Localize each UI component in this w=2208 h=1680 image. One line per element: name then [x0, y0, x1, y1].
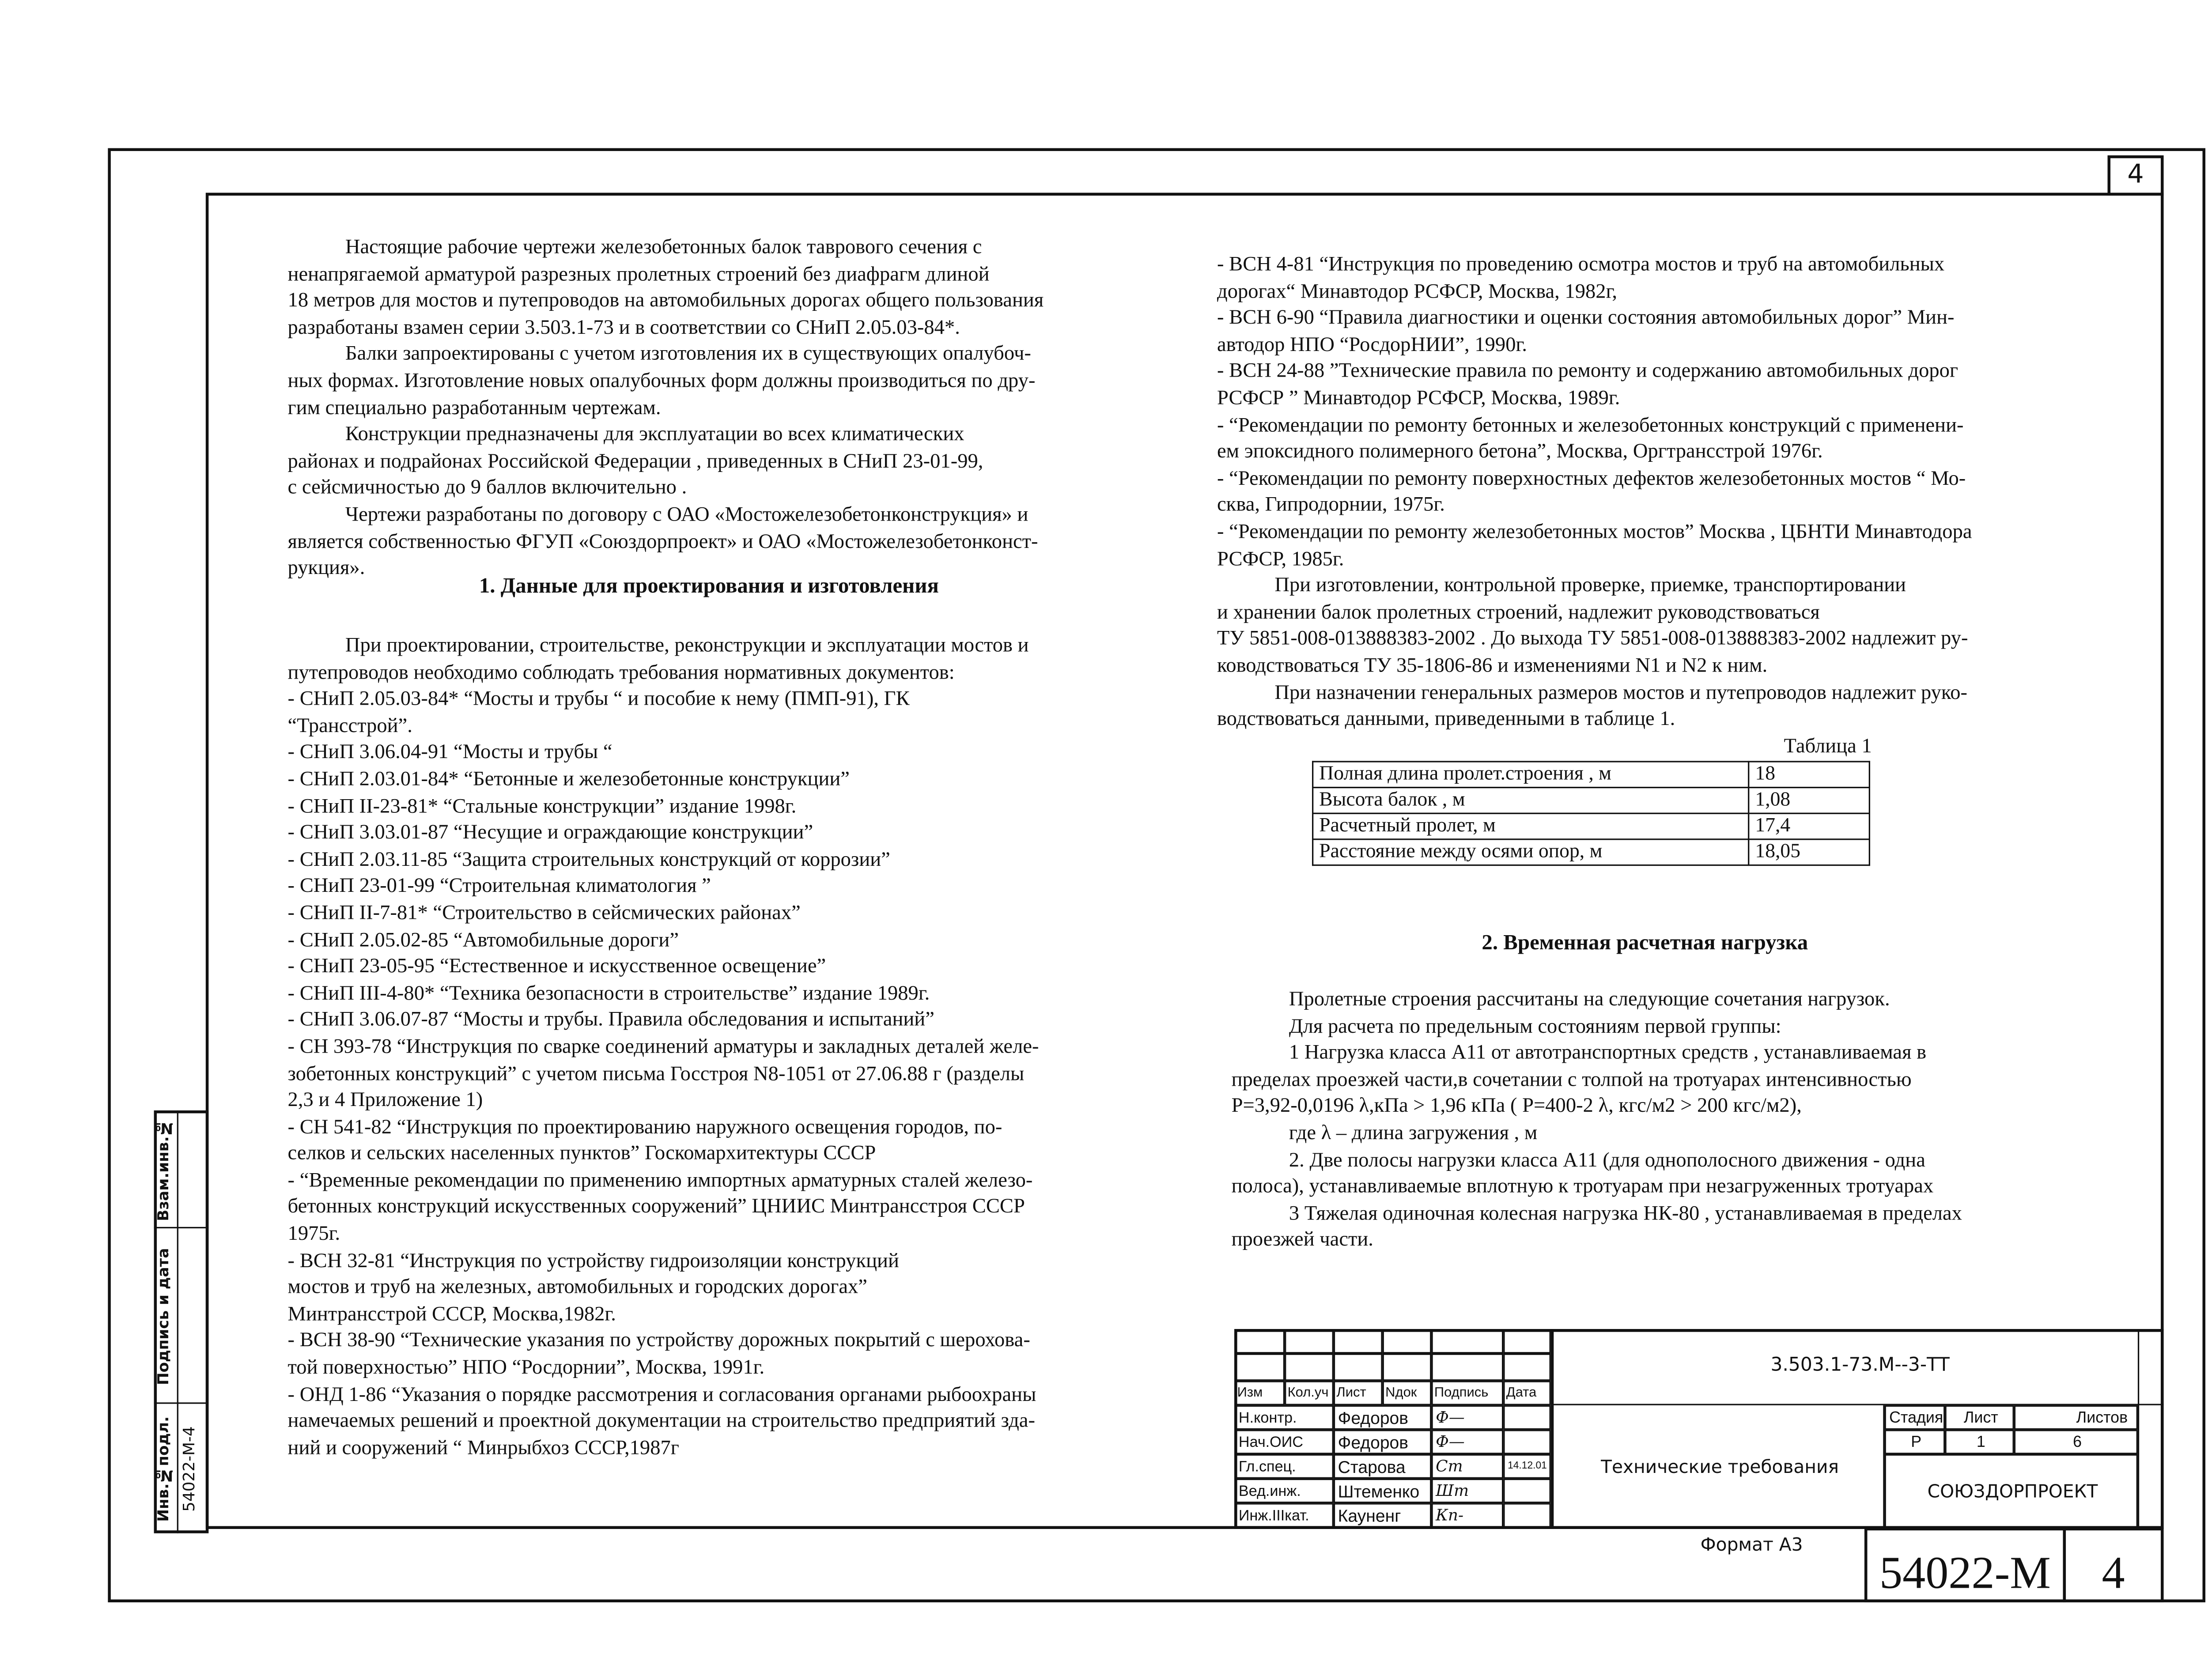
organization: СОЮЗДОРПРОЕКТ [1927, 1480, 2098, 1502]
normative-documents-list [288, 633, 1039, 1462]
text-line: намечаемых решений и проектной документации на строительство предприятий зда- [287, 1410, 1035, 1433]
revision-cell [1234, 1353, 1285, 1381]
revision-header: Кол.уч [1285, 1381, 1334, 1405]
signature: Кп- [1431, 1503, 1503, 1527]
text-line: РСФСР ” Минавтодор РСФСР, Москва, 1989г. [1217, 387, 1620, 410]
date-cell [1503, 1430, 1551, 1454]
text-line: мостов и труб на железных, автомобильных и городских дорогах” [287, 1276, 867, 1299]
top-sheet-number-box [2108, 155, 2164, 196]
text-line: 3 Тяжелая одиночная колесная нагрузка НК-80 , устанавливаемая в пределах [1289, 1202, 1962, 1225]
text-line: - ВСН 38-90 “Технические указания по устройству дорожных покрытий с шерохова- [287, 1329, 1030, 1353]
date-cell [1503, 1479, 1551, 1503]
inv-orig-value: 54022-М-4 [180, 1426, 199, 1511]
revision-header: Подпись [1431, 1381, 1503, 1405]
text-line: - СНиП II-7-81* “Строительство в сейсмических районах” [287, 902, 801, 925]
text-line: При проектировании, строительстве, реконструкции и эксплуатации мостов и [345, 634, 1029, 657]
revision-header: Nдок [1383, 1381, 1432, 1405]
text-line: ний и сооружений “ Минрыбхоз СССР,1987г [287, 1436, 679, 1460]
revision-cell [1383, 1353, 1432, 1381]
text-line: РСФСР, 1985г. [1217, 547, 1344, 570]
doc-title: Технические требования [1601, 1455, 1839, 1477]
date-cell [1503, 1405, 1551, 1430]
top-sheet-number: 4 [2127, 159, 2144, 190]
text-line: - “Временные рекомендации по применению импортных арматурных сталей железо- [287, 1169, 1033, 1193]
text-line: водствоваться данными, приведенными в таблице 1. [1217, 708, 1675, 731]
person-name: Федоров [1334, 1430, 1432, 1454]
text-line: P=3,92-0,0196 λ,кПа > 1,96 кПа ( P=400-2 λ, кгс/м2 > 200 кгс/м2), [1231, 1095, 1802, 1118]
intro-text [288, 234, 1044, 582]
text-line: полоса), устанавливаемые вплотную к тротуарам при незагруженных тротуарах [1231, 1175, 1934, 1199]
text-line: - ОНД 1-86 “Указания о порядке рассмотрения и согласования органами рыбоохраны [287, 1383, 1036, 1406]
drawing-code: 3.503.1-73.М--3-ТТ [1770, 1355, 1950, 1377]
signature: Ф— [1431, 1405, 1503, 1430]
signature: Шт [1431, 1479, 1503, 1503]
signature: Ф— [1431, 1430, 1503, 1454]
inventory-number: 54022-М [1879, 1546, 2051, 1598]
doc-title-cell [1551, 1405, 1885, 1529]
text-line: селков и сельских населенных пунктов” Госкомархитектуры СССР [287, 1142, 876, 1166]
text-line: ководствоваться ТУ 35-1806-86 и изменениями N1 и N2 к ним. [1217, 654, 1768, 678]
text-line: - ВСН 4-81 “Инструкция по проведению осмотра мостов и труб на автомобильных [1217, 253, 1945, 276]
replace-inv-label: Взам.инв.№ [155, 1119, 173, 1221]
text-line: - СНиП 23-01-99 “Строительная климатология ” [287, 875, 711, 898]
role-label: Вед.инж. [1234, 1479, 1334, 1503]
revision-cell [1234, 1329, 1285, 1353]
code-cell [1551, 1329, 2164, 1405]
text-line: разработаны взамен серии 3.503.1-73 и в соответствии со СНиП 2.05.03-84*. [287, 316, 960, 340]
text-line: гим специально разработанным чертежам. [287, 396, 661, 419]
page-box [2063, 1528, 2164, 1602]
revision-cell [1431, 1353, 1503, 1381]
table-1-caption: Таблица 1 [1784, 735, 1872, 758]
date-cell: 14.12.01 [1503, 1454, 1551, 1479]
inv-orig-label: Инв.№подл. [155, 1416, 173, 1521]
stage-value: Р [1885, 1430, 1945, 1454]
text-line: ных формах. Изготовление новых опалубочных форм должны производиться по дру- [287, 370, 1036, 393]
text-line: 1975г. [287, 1223, 340, 1246]
text-line: Чертежи разработаны по договору с ОАО «Мостожелезобетонконструкция» и [345, 503, 1028, 527]
section-2-heading: 2. Временная расчетная нагрузка [1482, 932, 1808, 955]
person-name: Штеменко [1334, 1479, 1432, 1503]
text-line: - СНиП 23-05-95 “Естественное и искусственное освещение” [287, 955, 826, 978]
revision-header: Дата [1503, 1381, 1551, 1405]
table-cell-label: Расчетный пролет, м [1313, 813, 1749, 839]
text-line: автодор НПО “РосдорНИИ”, 1990г. [1217, 333, 1527, 357]
text-line: и хранении балок пролетных строений, надлежит руководствоваться [1217, 600, 1820, 624]
role-label: Инж.IIIкат. [1234, 1503, 1334, 1527]
text-line: Пролетные строения рассчитаны на следующие сочетания нагрузок. [1289, 988, 1890, 1012]
revision-cell [1285, 1329, 1334, 1353]
text-line: рукция». [287, 557, 365, 580]
table-cell-label: Полная длина пролет.строения , м [1313, 762, 1749, 788]
text-line: Для расчета по предельным состояниям первой группы: [1289, 1015, 1781, 1038]
text-line: 2,3 и 4 Приложение 1) [287, 1089, 483, 1112]
text-line: 1 Нагрузка класса А11 от автотранспортных средств , устанавливаемая в [1289, 1042, 1927, 1065]
sign-date-label: Подпись и дата [155, 1247, 173, 1385]
stage-label: Стадия [1885, 1405, 1945, 1430]
text-line: - СНиП 2.05.02-85 “Автомобильные дороги” [287, 928, 679, 952]
text-line: путепроводов необходимо соблюдать требования нормативных документов: [287, 661, 955, 684]
table-1 [1312, 761, 1870, 866]
role-label: Гл.спец. [1234, 1454, 1334, 1479]
right-edge-line [2138, 1329, 2139, 1529]
text-line: бетонных конструкций искусственных сооружений” ЦНИИС Минтрансстроя СССР [287, 1196, 1025, 1219]
revision-cell [1285, 1353, 1334, 1381]
page-number: 4 [2102, 1546, 2125, 1598]
text-line: ТУ 5851-008-013888383-2002 . До выхода ТУ 5851-008-013888383-2002 надлежит ру- [1217, 627, 1968, 651]
table-row [1313, 788, 1870, 814]
sheet-label: Лист [1945, 1405, 2014, 1430]
text-line: сква, Гипродорнии, 1975г. [1217, 494, 1445, 517]
revision-cell [1383, 1329, 1432, 1353]
text-line: При назначении генеральных размеров мостов и путепроводов надлежит руко- [1274, 681, 1968, 704]
text-line: - ВСН 6-90 “Правила диагностики и оценки состояния автомобильных дорог” Мин- [1217, 306, 1955, 330]
text-line: - “Рекомендации по ремонту железобетонных мостов” Москва , ЦБНТИ Минавтодора [1217, 521, 1972, 544]
text-line: дорогах“ Минавтодор РСФСР, Москва, 1982г, [1217, 279, 1618, 303]
text-line: Минтрансстрой СССР, Москва,1982г. [287, 1302, 616, 1326]
role-label: Нач.ОИС [1234, 1430, 1334, 1454]
revision-cell [1431, 1329, 1503, 1353]
table-cell-value: 18,05 [1749, 839, 1870, 865]
text-line: с сейсмичностью до 9 баллов включительно . [287, 476, 687, 500]
text-line: - СН 393-78 “Инструкция по сварке соединений арматуры и закладных деталей желе- [287, 1035, 1039, 1059]
side-divider-2 [154, 1402, 209, 1404]
text-line: является собственностью ФГУП «Союздорпроект» и ОАО «Мостожелезобетонконст- [287, 530, 1038, 553]
table-row [1313, 839, 1870, 865]
text-line: - СНиП 2.03.11-85 “Защита строительных конструкций от коррозии” [287, 848, 890, 872]
table-cell-label: Расстояние между осями опор, м [1313, 839, 1749, 865]
person-name: Старова [1334, 1454, 1432, 1479]
sheets-value: 6 [2014, 1430, 2138, 1454]
revision-header: Лист [1334, 1381, 1383, 1405]
date-cell [1503, 1503, 1551, 1527]
person-name: Кауненг [1334, 1503, 1432, 1527]
text-line: Конструкции предназначены для эксплуатации во всех климатических [345, 423, 964, 446]
table-row [1313, 813, 1870, 839]
revision-cell [1503, 1353, 1551, 1381]
text-line: “Трансстрой”. [287, 714, 412, 738]
text-line: - “Рекомендации по ремонту поверхностных дефектов железобетонных мостов “ Мо- [1217, 467, 1966, 491]
text-line: - СНиП III-4-80* “Техника безопасности в строительстве” издание 1989г. [287, 982, 930, 1005]
text-line: - СНиП 2.03.01-84* “Бетонные и железобетонные конструкции” [287, 768, 850, 791]
signature: Ст [1431, 1454, 1503, 1479]
side-divider-1 [154, 1227, 209, 1228]
text-line: пределах проезжей части,в сочетании с толпой на тротуарах интенсивностью [1231, 1068, 1912, 1091]
text-line: ем эпоксидного полимерного бетона”, Москва, Оргтрансстрой 1976г. [1217, 440, 1823, 464]
text-line: районах и подрайонах Российской Федерации , приведенных в СНиП 23-01-99, [287, 449, 983, 473]
table-cell-label: Высота балок , м [1313, 788, 1749, 814]
section-1-heading: 1. Данные для проектирования и изготовления [479, 575, 939, 599]
load-text [1232, 987, 1962, 1254]
text-line: - СНиП 3.06.07-87 “Мосты и трубы. Правила обследования и испытаний” [287, 1008, 934, 1032]
text-line: - “Рекомендации по ремонту бетонных и железобетонных конструкций с применени- [1217, 413, 1964, 437]
text-line: 18 метров для мостов и путепроводов на автомобильных дорогах общего пользования [287, 289, 1044, 313]
revision-cell [1334, 1353, 1383, 1381]
revision-cell [1334, 1329, 1383, 1353]
inventory-box [1864, 1528, 2066, 1602]
sheet-value: 1 [1945, 1430, 2014, 1454]
text-line: При изготовлении, контрольной проверке, приемке, транспортировании [1274, 574, 1906, 597]
revision-cell [1503, 1329, 1551, 1353]
text-line: - СНиП 3.03.01-87 “Несущие и ограждающие конструкции” [287, 821, 813, 845]
side-stamp-divider [177, 1110, 178, 1533]
role-label: Н.контр. [1234, 1405, 1334, 1430]
text-line: - СНиП 3.06.04-91 “Мосты и трубы “ [287, 741, 612, 765]
text-line: той поверхностью” НПО “Росдорнии”, Москва, 1991г. [287, 1356, 765, 1380]
revision-header: Изм [1234, 1381, 1285, 1405]
text-line: зобетонных конструкций” с учетом письма Госстроя N8-1051 от 27.06.88 г (разделы [287, 1062, 1025, 1085]
table-cell-value: 17,4 [1749, 813, 1870, 839]
text-line: - СНиП 2.05.03-84* “Мосты и трубы “ и пособие к нему (ПМП-91), ГК [287, 687, 910, 711]
organization-cell [1885, 1454, 2138, 1529]
format-label: Формат А3 [1700, 1533, 1803, 1555]
table-cell-value: 18 [1749, 762, 1870, 788]
text-line: где λ – длина загружения , м [1289, 1121, 1538, 1145]
text-line: Балки запроектированы с учетом изготовления их в существующих опалубоч- [345, 343, 1031, 366]
text-line: - ВСН 32-81 “Инструкция по устройству гидроизоляции конструкций [287, 1249, 899, 1272]
text-line: - СН 541-82 “Инструкция по проектированию наружного освещения городов, по- [287, 1115, 1002, 1139]
table-cell-value: 1,08 [1749, 788, 1870, 814]
sheets-label: Листов [2014, 1405, 2138, 1430]
table-row [1313, 762, 1870, 788]
text-line: - СНиП II-23-81* “Стальные конструкции” издание 1998г. [287, 795, 797, 818]
text-line: проезжей части. [1231, 1229, 1373, 1252]
text-line: 2. Две полосы нагрузки класса А11 (для однополосного движения - одна [1289, 1148, 1925, 1172]
right-column-text [1217, 252, 1972, 733]
text-line: - ВСН 24-88 ”Технические правила по ремонту и содержанию автомобильных дорог [1217, 360, 1958, 383]
text-line: Настоящие рабочие чертежи железобетонных балок таврового сечения с [345, 236, 982, 259]
text-line: ненапрягаемой арматурой разрезных пролетных строений без диафрагм длиной [287, 262, 990, 286]
person-name: Федоров [1334, 1405, 1432, 1430]
